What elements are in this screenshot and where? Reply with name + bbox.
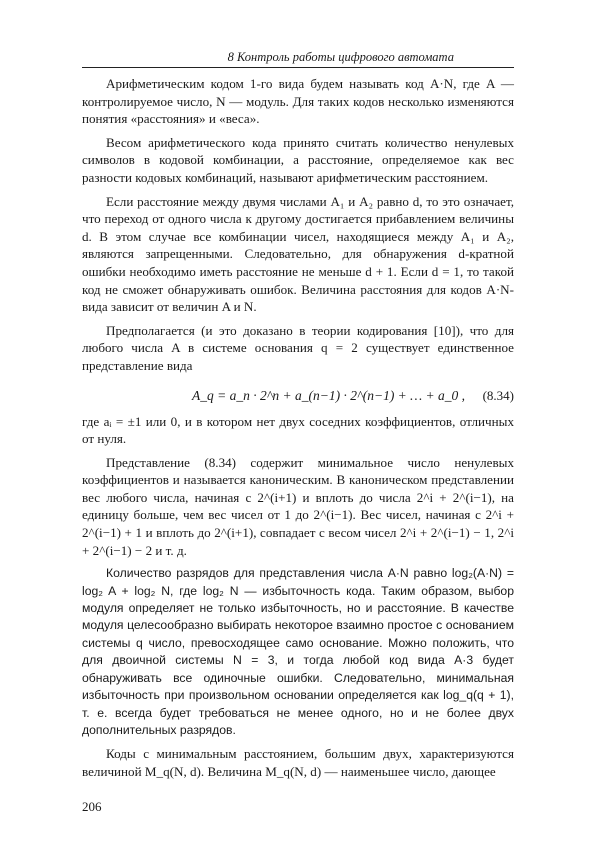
paragraph-7: Коды с минимальным расстоянием, большим двух, характеризуются величиной M_q(N, d). Величина M_q(N, d) — наименьшее число, дающее [82, 746, 514, 779]
page-number: 206 [82, 799, 102, 814]
formula-8-34 [82, 381, 514, 411]
header-rule [82, 67, 514, 68]
paragraph-after-formula: где aᵢ = ±1 или 0, и в котором нет двух соседних коэффициентов, отличных от нуля. [82, 413, 514, 447]
formula-number: (8.34) [482, 387, 514, 403]
paragraph-5: Представление (8.34) содержит минимальное число ненулевых коэффициентов и называется каноническим. В каноническом представлении вес любого числа, начиная с 2^(i+1) и вплоть до числа 2^i + 2^(i−1), на единицу больше, чем вес чисел от 1 до 2^(i−1). Вес чисел, начиная с 2^i + 2^(i−1) + 1 и вплоть до 2^(i+1), совпадает с весом чисел 2^i + 2^(i−1) − 1, 2^i + 2^(i−1) − 2 и т. д. [82, 454, 514, 558]
page-body [82, 75, 514, 787]
paragraph-1: Арифметическим кодом 1-го вида будем называть код A·N, где A — контролируемое число, N — модуль. Для таких кодов несколько изменяются понятия «расстояния» и «веса». [82, 76, 514, 127]
paragraph-2: Весом арифметического кода принято считать количество ненулевых символов в кодовой комбинации, а расстояние, определяемое как вес разности кодовых комбинаций, называют арифметическим расстоянием. [82, 134, 514, 185]
paragraph-3: Если расстояние между двумя числами A₁ и A₂ равно d, то это означает, что переход от одного числа к другому достигается прибавлением величины d. В этом случае все комбинации чисел, находящиеся между A₁ и A₂, являются запрещенными. Следовательно, для обнаружения d-кратной ошибки необходимо иметь расстояние не меньше d + 1. Если d = 1, то такой код не сможет обнаруживать ошибок. Величина расстояния для кодов A·N-вида зависит от величин A и N. [82, 193, 514, 315]
running-header: 8 Контроль работы цифрового автомата [227, 50, 454, 64]
paragraph-4: Предполагается (и это доказано в теории кодирования [10]), что для любого числа A в системе основания q = 2 существует единственное представление вида [82, 322, 514, 373]
formula-expression: A_q = a_n · 2^n + a_(n−1) · 2^(n−1) + … + a_0 , [192, 387, 466, 403]
paragraph-6: Количество разрядов для представления числа A·N равно log₂(A·N) = log₂ A + log₂ N, где log₂ N — избыточность кода. Таким образом, выбор модуля определяет не только избыточность, но и расстояние. В качестве модуля целесообразно выбирать некоторое взаимно простое с основанием системы q число, превосходящее само основание. Можно положить, что для двоичной системы N = 3, и тогда любой код вида A·3 будет обнаруживать все одиночные ошибки. Следовательно, минимальная избыточность при произвольном основании определяется как log_q(q + 1), т. е. всегда будет требоваться не менее одного, но и не более двух дополнительных разрядов. [82, 566, 514, 737]
